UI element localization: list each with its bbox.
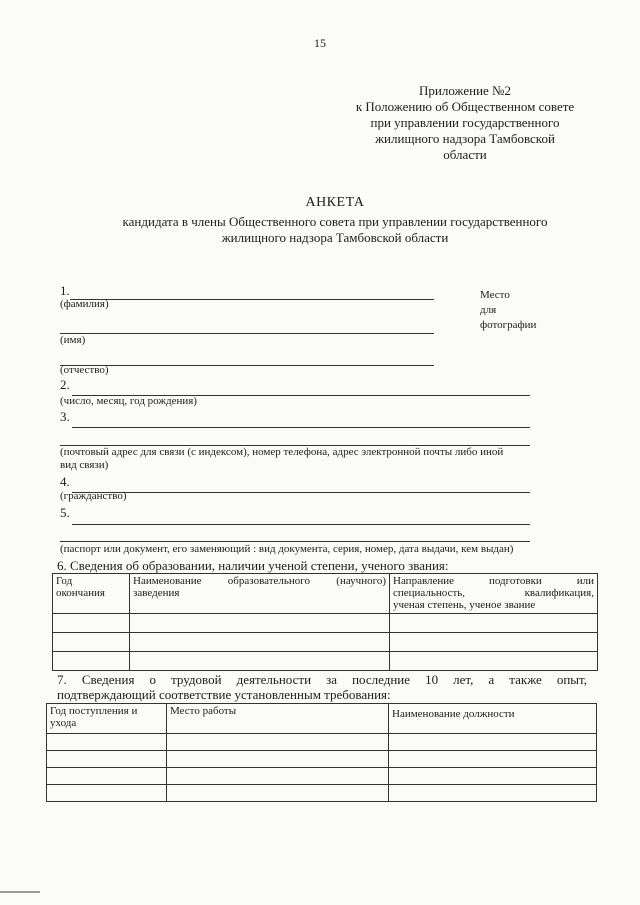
table-cell[interactable]	[390, 614, 598, 633]
appendix-block	[330, 83, 600, 163]
citizenship-input-line[interactable]	[72, 492, 530, 493]
header-text: ухода	[50, 717, 77, 729]
table-header-row	[53, 574, 598, 614]
table-cell[interactable]	[47, 751, 167, 768]
header-cell	[130, 574, 390, 614]
table-cell[interactable]	[167, 751, 389, 768]
table-cell[interactable]	[53, 614, 130, 633]
field-number: 1.	[60, 283, 70, 298]
table-cell[interactable]	[53, 652, 130, 671]
header-text: ученая степень, ученое звание	[393, 599, 536, 611]
header-text: Наименование должности	[392, 708, 515, 720]
field-number: 2.	[60, 377, 70, 392]
table-header-row	[47, 704, 597, 734]
table-cell[interactable]	[47, 768, 167, 785]
surname-input-line[interactable]	[70, 299, 434, 300]
table-row	[53, 652, 598, 671]
header-cell	[390, 574, 598, 614]
scan-edge-mark	[0, 891, 40, 893]
header-text: Наименование образовательного (научного)	[133, 575, 386, 587]
appendix-line: к Положению об Общественном совете	[355, 99, 575, 114]
section-6-heading: 6. Сведения об образовании, наличии ученой степени, ученого звания:	[57, 558, 449, 573]
table-cell[interactable]	[167, 734, 389, 751]
table-row	[47, 734, 597, 751]
heading-line: 7. Сведения о трудовой деятельности за последние 10 лет, а также опыт,	[57, 672, 587, 687]
photo-placeholder	[480, 288, 570, 333]
appendix-line: области	[443, 147, 487, 162]
heading-line: подтверждающий соответствие установленным требования:	[57, 687, 391, 702]
form-subtitle	[70, 214, 600, 246]
contact-caption: (почтовый адрес для связи (с индексом), номер телефона, адрес электронной почты либо иной	[60, 446, 504, 458]
education-table	[52, 573, 598, 671]
citizenship-caption: (гражданство)	[60, 490, 127, 502]
header-text: Направление подготовки или	[393, 575, 594, 587]
header-text: специальность, квалификация,	[393, 587, 594, 599]
form-title: АНКЕТА	[305, 195, 365, 210]
header-text: заведения	[133, 587, 180, 599]
photo-label: Место	[480, 289, 510, 301]
patronymic-input-line[interactable]	[60, 365, 434, 366]
contact-input-line[interactable]	[72, 427, 530, 428]
header-text: окончания	[56, 587, 105, 599]
table-row	[53, 633, 598, 652]
header-cell	[47, 704, 167, 734]
photo-label: фотографии	[480, 319, 537, 331]
table-row	[53, 614, 598, 633]
contact-caption: вид связи)	[60, 459, 109, 471]
table-cell[interactable]	[389, 785, 597, 802]
passport-caption: (паспорт или документ, его заменяющий : вид документа, серия, номер, дата выдачи, кем выдан)	[60, 543, 514, 555]
patronymic-caption: (отчество)	[60, 364, 109, 376]
passport-input-line[interactable]	[60, 541, 530, 542]
appendix-line: жилищного надзора Тамбовской	[375, 131, 555, 146]
table-cell[interactable]	[47, 734, 167, 751]
table-cell[interactable]	[130, 652, 390, 671]
passport-input-line[interactable]	[72, 524, 530, 525]
header-cell	[389, 704, 597, 734]
header-cell	[167, 704, 389, 734]
header-text: Место работы	[170, 705, 237, 717]
table-row	[47, 768, 597, 785]
table-cell[interactable]	[390, 633, 598, 652]
name-input-line[interactable]	[60, 333, 434, 334]
table-cell[interactable]	[389, 734, 597, 751]
field-number: 5.	[60, 505, 70, 520]
table-cell[interactable]	[167, 785, 389, 802]
surname-caption: (фамилия)	[60, 298, 109, 310]
table-cell[interactable]	[53, 633, 130, 652]
field-number: 4.	[60, 474, 70, 489]
page-number: 15	[314, 36, 326, 50]
name-caption: (имя)	[60, 334, 86, 346]
table-cell[interactable]	[130, 614, 390, 633]
table-cell[interactable]	[390, 652, 598, 671]
photo-label: для	[480, 304, 497, 316]
section-7-heading	[57, 672, 587, 702]
table-cell[interactable]	[389, 751, 597, 768]
table-cell[interactable]	[47, 785, 167, 802]
appendix-title: Приложение №2	[419, 83, 511, 98]
header-text: Год поступления и	[50, 705, 138, 717]
table-cell[interactable]	[167, 768, 389, 785]
table-row	[47, 751, 597, 768]
subtitle-line: кандидата в члены Общественного совета при управлении государственного	[122, 214, 548, 229]
table-cell[interactable]	[130, 633, 390, 652]
field-number: 3.	[60, 409, 70, 424]
birthdate-caption: (число, месяц, год рождения)	[60, 395, 197, 407]
table-cell[interactable]	[389, 768, 597, 785]
employment-table	[46, 703, 597, 802]
appendix-line: при управлении государственного	[370, 115, 560, 130]
header-cell	[53, 574, 130, 614]
header-text: Год	[56, 575, 73, 587]
table-row	[47, 785, 597, 802]
subtitle-line: жилищного надзора Тамбовской области	[221, 230, 449, 245]
